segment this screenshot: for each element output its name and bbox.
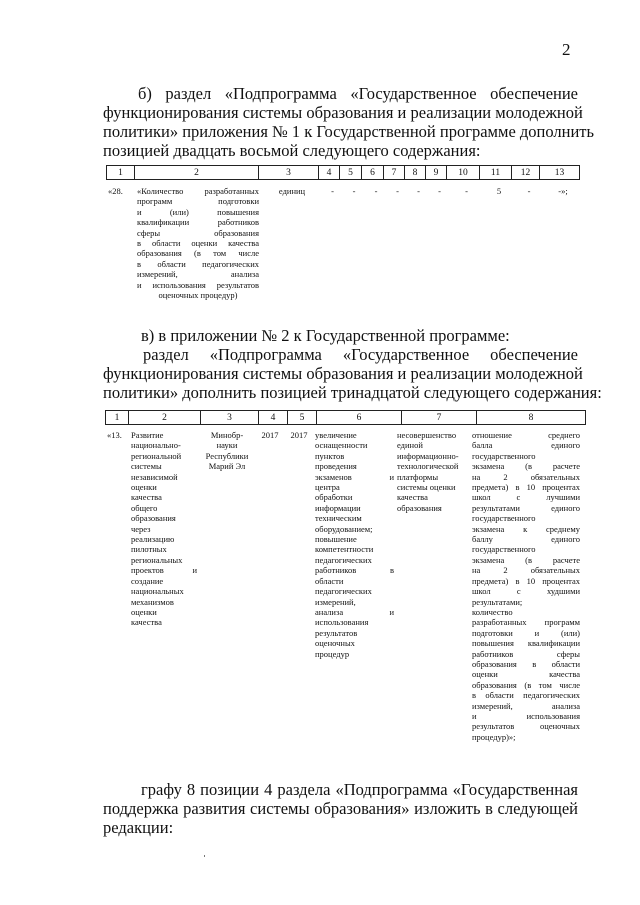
cell-line: пилотных bbox=[131, 544, 167, 555]
cell-line: образования bbox=[397, 502, 442, 513]
column-header: 2 bbox=[129, 411, 201, 425]
cell-value: - bbox=[331, 186, 334, 196]
event-name bbox=[131, 430, 197, 628]
paragraph-line: графу 8 позиции 4 раздела «Подпрограмма «Государственная bbox=[141, 780, 578, 799]
column-header: 3 bbox=[259, 166, 319, 180]
cell-value: - bbox=[396, 186, 399, 196]
cell-line: «Количество разработанных bbox=[137, 186, 259, 196]
cell-line: региональной bbox=[131, 450, 182, 461]
column-header: 13 bbox=[540, 166, 580, 180]
cell-line: подготовки и (или) bbox=[472, 627, 580, 638]
cell-line: образования (в том числе bbox=[472, 679, 580, 690]
cell-line: экзамена (в расчете bbox=[472, 461, 580, 472]
column-header: 10 bbox=[447, 166, 480, 180]
cell-line: измерений, анализа bbox=[137, 269, 259, 280]
cell-line: процедур bbox=[315, 648, 350, 659]
paragraph-line: функционирования системы образования и реализации молодежной bbox=[103, 103, 583, 122]
paragraph-line: б) раздел «Подпрограмма «Государственное обеспечение bbox=[138, 84, 578, 103]
cell-line: создание bbox=[131, 575, 164, 586]
column-header: 2 bbox=[135, 166, 259, 180]
indicator-name bbox=[137, 186, 259, 300]
cell-line: школ с лучшими bbox=[472, 492, 580, 503]
cell-line: повышения квалификации bbox=[472, 638, 580, 649]
paragraph-line: редакции: bbox=[103, 818, 174, 837]
cell-line: в области педагогических bbox=[137, 258, 259, 269]
cell-line: государственного bbox=[472, 544, 536, 555]
cell-line: и (или) повышения bbox=[137, 206, 259, 217]
cell-line: работников сферы bbox=[472, 648, 580, 659]
page-number: 2 bbox=[562, 40, 571, 59]
cell-value: - bbox=[438, 186, 441, 196]
cell-value: - bbox=[374, 186, 378, 196]
column-header: 6 bbox=[362, 166, 384, 180]
column-header: 4 bbox=[319, 166, 340, 180]
cell-line: системы bbox=[131, 461, 162, 472]
cell-line: использования bbox=[315, 617, 369, 628]
start-year: 2017 bbox=[261, 430, 279, 440]
cell-line: школ с худшими bbox=[472, 586, 580, 597]
cell-line: предмета) в 10 процентах bbox=[472, 482, 580, 493]
column-header: 8 bbox=[405, 166, 426, 180]
cell-line: центра bbox=[315, 482, 340, 493]
paragraph-line: политики» приложения № 1 к Государственной программе дополнить bbox=[103, 122, 595, 141]
cell-value: 5 bbox=[496, 186, 502, 196]
paragraph-v bbox=[141, 326, 581, 345]
cell-line: качества bbox=[131, 617, 162, 628]
table-2-header bbox=[105, 410, 586, 425]
cell-line: региональных bbox=[131, 554, 183, 565]
cell-line: национальных bbox=[131, 586, 184, 597]
column-header: 4 bbox=[259, 411, 288, 425]
column-header: 7 bbox=[402, 411, 477, 425]
cell-line: работников в bbox=[315, 565, 394, 576]
cell-line: техническим bbox=[315, 513, 362, 524]
cell-line: качества bbox=[397, 492, 428, 503]
column-header: 5 bbox=[340, 166, 362, 180]
cell-line: науки bbox=[216, 440, 238, 451]
cell-line: отношение среднего bbox=[472, 430, 580, 440]
cell-line: платформы bbox=[397, 471, 439, 482]
column-header: 1 bbox=[106, 411, 129, 425]
cell-line: оснащенности bbox=[315, 440, 368, 451]
cell-value: - bbox=[417, 186, 420, 196]
cell-line: информационно- bbox=[397, 450, 459, 461]
cell-line: единой bbox=[397, 440, 423, 451]
unit-value: единиц bbox=[278, 186, 306, 196]
cell-line: информации bbox=[315, 502, 361, 513]
cell-line: через bbox=[131, 523, 151, 534]
cell-line: Развитие bbox=[131, 430, 164, 440]
cell-line: процедур)»; bbox=[472, 731, 516, 742]
column-header: 11 bbox=[480, 166, 512, 180]
cell-line: и использования bbox=[472, 710, 580, 721]
expected-result bbox=[315, 430, 394, 659]
cell-line: реализацию bbox=[131, 534, 175, 545]
executor bbox=[199, 430, 255, 472]
cell-line: системы оценки bbox=[397, 482, 456, 493]
cell-line: педагогических bbox=[315, 554, 372, 565]
cell-line: независимой bbox=[131, 471, 178, 482]
column-header: 5 bbox=[288, 411, 317, 425]
cell-line: оценки bbox=[131, 606, 157, 617]
column-header: 6 bbox=[317, 411, 402, 425]
cell-line: образования (в том числе bbox=[137, 248, 259, 259]
table-1-header bbox=[106, 165, 580, 180]
row-number: «13. bbox=[107, 430, 122, 440]
cell-line: баллу единого bbox=[472, 534, 580, 545]
column-header: 9 bbox=[426, 166, 447, 180]
cell-line: обработки bbox=[315, 492, 353, 503]
cell-line: результатов bbox=[315, 627, 358, 638]
cell-line: измерений, анализа bbox=[472, 700, 580, 711]
cell-line: компетентности bbox=[315, 544, 374, 555]
column-header: 7 bbox=[384, 166, 405, 180]
paragraph-line: позицией двадцать восьмой следующего содержания: bbox=[103, 141, 481, 160]
cell-line: общего bbox=[131, 502, 158, 513]
cell-line: предмета) в 10 процентах bbox=[472, 575, 580, 586]
cell-line: образования bbox=[131, 513, 176, 524]
cell-line: Минобр- bbox=[210, 430, 244, 440]
cell-line: в области оценки качества bbox=[137, 238, 259, 249]
cell-line: Марий Эл bbox=[208, 461, 246, 472]
cell-line: балла единого bbox=[472, 440, 580, 451]
cell-line: области bbox=[315, 575, 344, 586]
cell-line: повышение bbox=[315, 534, 357, 545]
cell-line: экзамена (в расчете bbox=[472, 554, 580, 565]
cell-line: программ подготовки bbox=[137, 196, 259, 207]
cell-line: экзамена к среднему bbox=[472, 523, 580, 534]
cell-line: технологической bbox=[397, 461, 459, 472]
column-header: 1 bbox=[107, 166, 135, 180]
cell-line: государственного bbox=[472, 450, 536, 461]
end-year: 2017 bbox=[290, 430, 308, 440]
paragraph-b bbox=[103, 84, 595, 160]
cell-line: разработанных программ bbox=[472, 617, 580, 628]
cell-line: результатами единого bbox=[472, 502, 580, 513]
cell-line: количество bbox=[472, 606, 513, 617]
cell-line: оценки качества bbox=[472, 669, 580, 680]
paragraph-razdel bbox=[103, 345, 602, 402]
paragraph-grafa bbox=[103, 780, 578, 837]
cell-line: Республики bbox=[205, 450, 249, 461]
cell-value: - bbox=[465, 186, 468, 196]
cell-line: образования в области bbox=[472, 658, 580, 669]
paragraph-line: политики» дополнить позицией тринадцатой следующего содержания: bbox=[103, 383, 602, 402]
cell-line: национально- bbox=[131, 440, 181, 451]
column-header: 12 bbox=[512, 166, 540, 180]
indicators bbox=[472, 430, 580, 742]
cell-line: несовершенство bbox=[397, 430, 457, 440]
cell-line: оценочных процедур) bbox=[158, 290, 238, 301]
cell-value: - bbox=[527, 186, 531, 196]
cell-line: и использования результатов bbox=[137, 279, 259, 290]
cell-line: проведения bbox=[315, 461, 357, 472]
paragraph-line: раздел «Подпрограмма «Государственное обеспечение bbox=[143, 345, 578, 364]
cell-line: экзаменов и bbox=[315, 471, 394, 482]
cell-line: педагогических bbox=[315, 586, 372, 597]
cell-line: увеличение bbox=[315, 430, 357, 440]
cell-line: государственного bbox=[472, 513, 536, 524]
cell-line: проектов и bbox=[131, 565, 197, 576]
cell-line: анализа и bbox=[315, 606, 394, 617]
cell-line: измерений, bbox=[315, 596, 356, 607]
cell-line: оборудованием; bbox=[315, 523, 373, 534]
scan-speck bbox=[204, 855, 205, 857]
consequences bbox=[397, 430, 467, 513]
cell-line: квалификации работников bbox=[137, 217, 259, 228]
column-header: 3 bbox=[201, 411, 259, 425]
cell-line: в области педагогических bbox=[472, 690, 580, 701]
cell-value: -»; bbox=[558, 186, 568, 196]
cell-line: на 2 обязательных bbox=[472, 565, 580, 576]
cell-line: сферы образования bbox=[137, 227, 259, 238]
cell-line: оценочных bbox=[315, 638, 355, 649]
column-header: 8 bbox=[477, 411, 586, 425]
cell-line: пунктов bbox=[315, 450, 345, 461]
cell-line: результатами; bbox=[472, 596, 523, 607]
cell-line: оценки bbox=[131, 482, 157, 493]
cell-line: результатов оценочных bbox=[472, 721, 580, 732]
table-1-row bbox=[0, 186, 640, 306]
paragraph-line: в) в приложении № 2 к Государственной программе: bbox=[141, 326, 510, 345]
row-number: «28. bbox=[108, 186, 123, 196]
cell-line: качества bbox=[131, 492, 162, 503]
paragraph-line: функционирования системы образования и реализации молодежной bbox=[103, 364, 583, 383]
cell-line: механизмов bbox=[131, 596, 174, 607]
cell-line: на 2 обязательных bbox=[472, 471, 580, 482]
paragraph-line: поддержка развития системы образования» изложить в следующей bbox=[103, 799, 578, 818]
table-2-row bbox=[0, 430, 640, 765]
cell-value: - bbox=[352, 186, 356, 196]
